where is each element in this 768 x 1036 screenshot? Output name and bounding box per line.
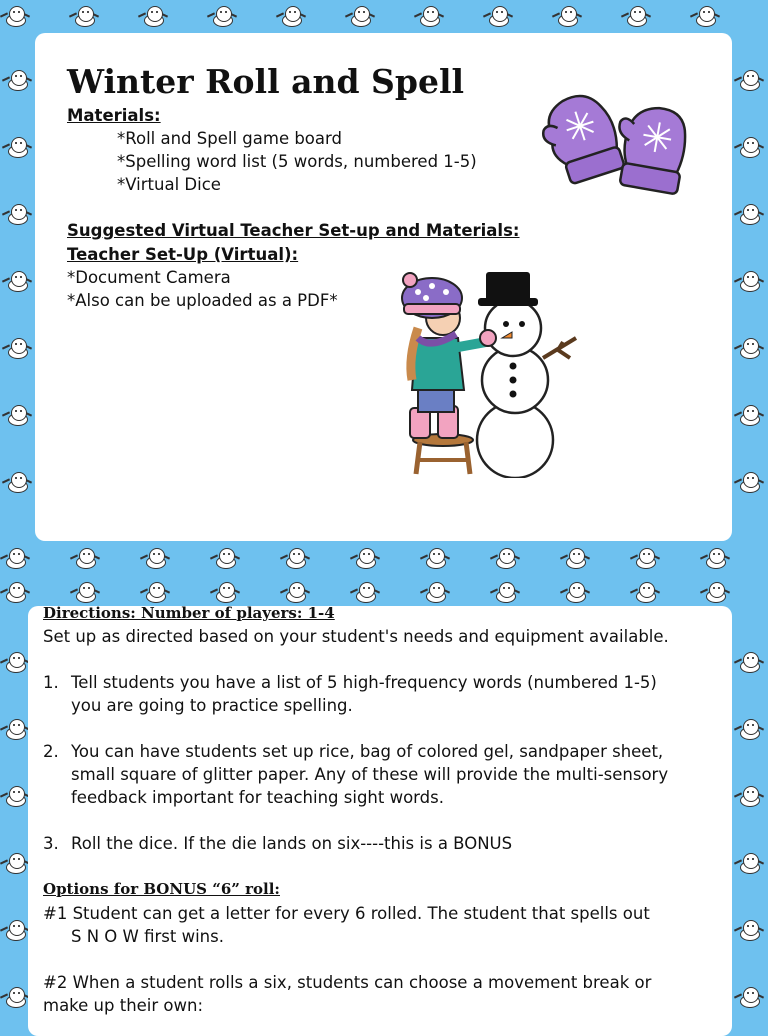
snowman-icon: [483, 4, 513, 26]
step-number: 1.: [43, 673, 59, 692]
girl-snowman-illustration: [398, 268, 583, 478]
snowman-icon: [630, 546, 660, 568]
step-line: you are going to practice spelling.: [71, 696, 353, 715]
snowman-icon: [2, 68, 32, 90]
snowman-icon: [2, 202, 32, 224]
snowman-icon: [0, 985, 30, 1007]
bonus-option: #2 When a student rolls a six, students can choose a movement break or: [43, 973, 652, 992]
snowman-icon: [140, 580, 170, 602]
snowman-icon: [621, 4, 651, 26]
snowman-icon: [734, 202, 764, 224]
snowman-icon: [2, 336, 32, 358]
snowman-icon: [0, 717, 30, 739]
snowman-icon: [2, 135, 32, 157]
snowman-icon: [138, 4, 168, 26]
bonus-heading: Options for BONUS “6” roll:: [43, 880, 280, 898]
snowman-icon: [69, 4, 99, 26]
mittens-illustration: [540, 88, 700, 198]
snowman-icon: [2, 470, 32, 492]
snowman-icon: [0, 851, 30, 873]
step-line: Tell students you have a list of 5 high-frequency words (numbered 1-5): [71, 673, 657, 692]
snowman-icon: [734, 650, 764, 672]
directions-heading: Directions: Number of players: 1-4: [43, 604, 335, 622]
snowman-icon: [420, 546, 450, 568]
snowman-icon: [210, 580, 240, 602]
snowman-icon: [350, 546, 380, 568]
step-line: feedback important for teaching sight words.: [71, 788, 444, 807]
snowman-icon: [0, 580, 30, 602]
snowman-icon: [552, 4, 582, 26]
snowman-icon: [2, 269, 32, 291]
snowman-icon: [210, 546, 240, 568]
snowman-icon: [490, 546, 520, 568]
page-title: Winter Roll and Spell: [67, 62, 465, 101]
step-line: small square of glitter paper. Any of these will provide the multi-sensory: [71, 765, 669, 784]
snowman-icon: [280, 546, 310, 568]
snowman-icon: [276, 4, 306, 26]
snowman-icon: [630, 580, 660, 602]
suggested-heading: Suggested Virtual Teacher Set-up and Materials:: [67, 221, 520, 240]
snowman-icon: [350, 580, 380, 602]
bottom-panel: [28, 606, 732, 1036]
snowman-icon: [207, 4, 237, 26]
step-line: Roll the dice. If the die lands on six----this is a BONUS: [71, 834, 513, 853]
snowman-icon: [70, 580, 100, 602]
directions-intro: Set up as directed based on your student's needs and equipment available.: [43, 627, 669, 646]
bonus-option: S N O W first wins.: [71, 927, 224, 946]
snowman-icon: [560, 546, 590, 568]
snowman-icon: [140, 546, 170, 568]
step-number: 2.: [43, 742, 59, 761]
snowman-icon: [70, 546, 100, 568]
materials-item: *Virtual Dice: [117, 175, 221, 194]
snowman-icon: [0, 784, 30, 806]
snowman-icon: [734, 918, 764, 940]
snowman-icon: [734, 985, 764, 1007]
setup-item: *Document Camera: [67, 268, 231, 287]
snowman-icon: [280, 580, 310, 602]
snowman-icon: [734, 470, 764, 492]
setup-item: *Also can be uploaded as a PDF*: [67, 291, 338, 310]
materials-heading: Materials:: [67, 106, 161, 125]
snowman-icon: [734, 336, 764, 358]
snowman-icon: [734, 403, 764, 425]
snowman-icon: [734, 135, 764, 157]
snowman-icon: [690, 4, 720, 26]
snowman-icon: [490, 580, 520, 602]
snowman-icon: [2, 403, 32, 425]
snowman-icon: [0, 4, 30, 26]
snowman-icon: [560, 580, 590, 602]
snowman-icon: [734, 68, 764, 90]
teacher-setup-heading: Teacher Set-Up (Virtual):: [67, 245, 299, 264]
materials-item: *Spelling word list (5 words, numbered 1-5): [117, 152, 477, 171]
snowman-icon: [0, 546, 30, 568]
snowman-icon: [734, 269, 764, 291]
materials-item: *Roll and Spell game board: [117, 129, 342, 148]
bonus-option: make up their own:: [43, 996, 204, 1015]
snowman-icon: [0, 918, 30, 940]
snowman-icon: [734, 851, 764, 873]
snowman-icon: [700, 546, 730, 568]
bonus-option: #1 Student can get a letter for every 6 rolled. The student that spells out: [43, 904, 650, 923]
snowman-icon: [420, 580, 450, 602]
snowman-icon: [700, 580, 730, 602]
snowman-icon: [734, 784, 764, 806]
step-line: You can have students set up rice, bag of colored gel, sandpaper sheet,: [71, 742, 664, 761]
snowman-icon: [0, 650, 30, 672]
snowman-icon: [414, 4, 444, 26]
step-number: 3.: [43, 834, 59, 853]
snowman-icon: [734, 717, 764, 739]
snowman-icon: [345, 4, 375, 26]
